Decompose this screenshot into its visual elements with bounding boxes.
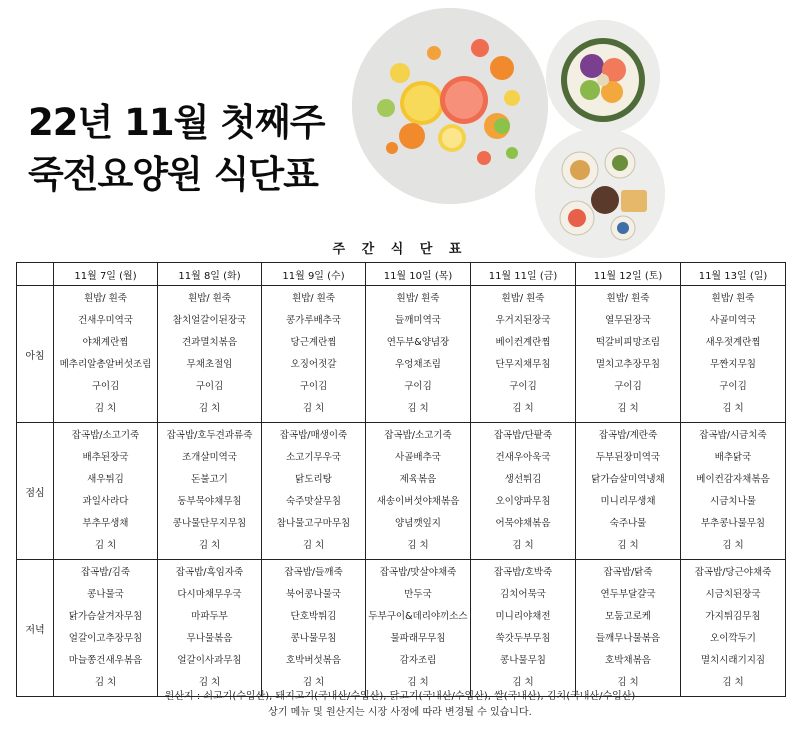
menu-cell [158, 423, 262, 560]
menu-item: 연두부&양념장 [386, 337, 450, 348]
menu-item: 감자조림 [399, 655, 437, 666]
meal-row [17, 286, 786, 423]
menu-item: 소고기무우국 [285, 452, 342, 463]
menu-item: 부추콩나물무침 [700, 518, 766, 529]
menu-item: 열무된장국 [605, 315, 651, 326]
menu-item: 시금치된장국 [705, 589, 761, 600]
menu-item: 흰밥/ 흰죽 [84, 293, 127, 304]
menu-item: 잡곡밥/닭죽 [603, 567, 653, 578]
menu-cell [54, 560, 158, 697]
menu-item: 참나물고구마무침 [276, 518, 351, 529]
menu-item: 호박버섯볶음 [285, 655, 342, 666]
menu-item: 구이김 [195, 381, 224, 392]
menu-item: 흰밥/ 흰죽 [396, 293, 440, 304]
menu-item: 잡곡밥/김죽 [80, 567, 131, 578]
day-header: 11월 11일 (금) [471, 263, 576, 286]
meal-row [17, 560, 786, 697]
meal-row [17, 423, 786, 560]
menu-item: 잡곡밥/단팥죽 [493, 430, 553, 441]
menu-item: 콩가루배추국 [285, 315, 342, 326]
menu-item: 콩나물국 [87, 589, 124, 600]
meal-label: 아침 [17, 286, 54, 423]
menu-cell [576, 286, 681, 423]
menu-item: 잡곡밥/당근야채죽 [694, 567, 772, 578]
menu-item: 콩나물무침 [500, 655, 546, 666]
origin-note: 원산지 : 쇠고기(수입산), 돼지고기(국내산/수입산), 닭고기(국내산/수입산), 쌀(국내산), 김치(국내산/수입산) [164, 691, 636, 702]
menu-item: 마늘쫑건새우볶음 [68, 655, 143, 666]
menu-item: 김 치 [94, 403, 117, 414]
menu-item: 멸치고추장무침 [595, 359, 661, 370]
menu-item: 우거지된장국 [495, 315, 551, 326]
menu-item: 흰밥/ 흰죽 [606, 293, 650, 304]
menu-cell [262, 560, 366, 697]
menu-item: 잡곡밥/계란죽 [598, 430, 658, 441]
menu-cell [471, 286, 576, 423]
menu-item: 콩나물무침 [290, 633, 337, 644]
menu-item: 사골배추국 [395, 452, 441, 463]
menu-item: 모둠고로케 [605, 611, 651, 622]
menu-item: 구이김 [509, 381, 537, 392]
menu-item: 잡곡밥/시금치죽 [699, 430, 767, 441]
menu-item: 우엉채조림 [395, 359, 441, 370]
menu-item: 김 치 [302, 677, 325, 688]
day-header: 11월 10일 (목) [366, 263, 471, 286]
menu-cell [576, 560, 681, 697]
menu-item: 사골미역국 [710, 315, 756, 326]
menu-item: 생선튀김 [504, 474, 542, 485]
menu-item: 닭도리탕 [295, 474, 332, 485]
menu-item: 닭가슴살겨자무침 [68, 611, 143, 622]
menu-item: 구이김 [299, 381, 328, 392]
menu-item: 만두국 [404, 589, 432, 600]
menu-cell [576, 423, 681, 560]
menu-item: 김 치 [407, 677, 429, 688]
corner-cell [17, 263, 54, 286]
menu-item: 새송이버섯야채볶음 [376, 496, 460, 507]
menu-item: 당근계란찜 [290, 337, 337, 348]
menu-item: 물파래무무침 [390, 633, 446, 644]
menu-cell [681, 423, 786, 560]
menu-item: 김 치 [198, 677, 221, 688]
menu-item: 부추무생채 [82, 518, 129, 529]
meal-label: 점심 [17, 423, 54, 560]
menu-item: 견과멸치볶음 [181, 337, 238, 348]
menu-item: 얼갈이사과무침 [177, 655, 242, 666]
menu-item: 무나물볶음 [186, 633, 233, 644]
menu-item: 김 치 [94, 677, 117, 688]
menu-item: 미니리무생채 [600, 496, 656, 507]
day-header: 11월 12일 (토) [576, 263, 681, 286]
menu-item: 김 치 [198, 540, 221, 551]
menu-item: 들깨무나물볶음 [595, 633, 661, 644]
menu-item: 다시마채무우국 [177, 589, 242, 600]
menu-item: 동부묵야채무침 [177, 496, 242, 507]
menu-item: 베이컨감자채볶음 [696, 474, 770, 485]
menu-item: 구이김 [91, 381, 120, 392]
menu-item: 흰밥/ 흰죽 [292, 293, 335, 304]
menu-item: 돈불고기 [191, 474, 228, 485]
menu-item: 건새우아욱국 [495, 452, 551, 463]
page-heading-line2: 죽전요양원 식단표 [28, 153, 318, 196]
menu-item: 배추닭국 [714, 452, 752, 463]
menu-item: 쑥갓두부무침 [495, 633, 551, 644]
menu-item: 김 치 [722, 540, 744, 551]
menu-item: 김치어묵국 [500, 589, 546, 600]
menu-item: 메추리알총알버섯조림 [59, 359, 152, 370]
menu-item: 연두부달걀국 [600, 589, 656, 600]
menu-item: 들깨미역국 [395, 315, 441, 326]
menu-item: 멸치시래기지짐 [700, 655, 766, 666]
menu-item: 떡갈비피망조림 [595, 337, 661, 348]
day-header: 11월 8일 (화) [158, 263, 262, 286]
menu-item: 제육볶음 [399, 474, 437, 485]
menu-item: 잡곡밥/맛살야채죽 [379, 567, 457, 578]
menu-item: 잡곡밥/호두견과류죽 [166, 430, 253, 441]
menu-item: 흰밥/ 흰죽 [188, 293, 231, 304]
menu-item: 김 치 [512, 540, 534, 551]
menu-item: 김 치 [617, 540, 639, 551]
menu-item: 참치얼갈이된장국 [172, 315, 247, 326]
menu-item: 김 치 [407, 540, 429, 551]
menu-item: 어묵야채볶음 [495, 518, 551, 529]
menu-item: 닭가슴살미역냉채 [591, 474, 665, 485]
menu-item: 잡곡밥/매생이죽 [279, 430, 348, 441]
page-heading-line1: 22년 11월 첫째주 [28, 101, 325, 144]
day-header-row [17, 263, 786, 286]
menu-item: 과일사라다 [82, 496, 129, 507]
day-header: 11월 9일 (수) [262, 263, 366, 286]
menu-item: 김 치 [512, 403, 534, 414]
menu-item: 베이컨계란찜 [495, 337, 551, 348]
menu-item: 김 치 [617, 677, 639, 688]
menu-item: 호박채볶음 [605, 655, 651, 666]
menu-item: 흰밥/ 흰죽 [711, 293, 755, 304]
menu-item: 잡곡밥/소고기죽 [384, 430, 452, 441]
menu-item: 가지튀김무침 [705, 611, 761, 622]
menu-item: 새우젓계란찜 [705, 337, 761, 348]
change-notice: 상기 메뉴 및 원산지는 시장 사정에 따라 변경될 수 있습니다. [268, 707, 532, 718]
menu-item: 흰밥/ 흰죽 [501, 293, 545, 304]
menu-cell [54, 423, 158, 560]
menu-item: 마파두부 [191, 611, 228, 622]
day-header: 11월 13일 (일) [681, 263, 786, 286]
menu-cell [471, 423, 576, 560]
menu-item: 잡곡밥/흑임자죽 [175, 567, 244, 578]
menu-item: 숙주맛살무침 [285, 496, 342, 507]
menu-item: 잡곡밥/소고기죽 [71, 430, 140, 441]
salad-bowl-photo [546, 20, 660, 134]
menu-item: 오이깍두기 [710, 633, 756, 644]
menu-cell [366, 560, 471, 697]
menu-item: 단호박튀김 [290, 611, 337, 622]
day-header: 11월 7일 (월) [54, 263, 158, 286]
menu-item: 조개살미역국 [181, 452, 238, 463]
table-title: 주 간 식 단 표 [332, 242, 468, 257]
menu-item: 김 치 [302, 403, 325, 414]
menu-cell [158, 286, 262, 423]
menu-item: 두부된장미역국 [595, 452, 661, 463]
menu-item: 콩나물단무지무침 [172, 518, 247, 529]
menu-item: 무채초절임 [186, 359, 233, 370]
menu-item: 구이김 [404, 381, 432, 392]
menu-item: 오징어젓갈 [290, 359, 337, 370]
menu-item: 양념깻잎지 [395, 518, 441, 529]
menu-item: 김 치 [198, 403, 221, 414]
fruit-photo [352, 8, 548, 204]
weekly-menu-table [16, 262, 786, 697]
menu-item: 건새우미역국 [77, 315, 134, 326]
menu-item: 무짠지무침 [710, 359, 756, 370]
menu-item: 김 치 [722, 677, 744, 688]
menu-item: 김 치 [94, 540, 117, 551]
menu-cell [471, 560, 576, 697]
menu-item: 숙주나물 [609, 518, 647, 529]
menu-item: 새우튀김 [87, 474, 124, 485]
menu-item: 김 치 [722, 403, 744, 414]
menu-item: 잡곡밥/들깨죽 [284, 567, 343, 578]
menu-cell [681, 560, 786, 697]
menu-cell [262, 286, 366, 423]
menu-cell [54, 286, 158, 423]
menu-item: 김 치 [407, 403, 429, 414]
menu-item: 구이김 [614, 381, 642, 392]
menu-cell [366, 286, 471, 423]
menu-item: 김 치 [512, 677, 534, 688]
menu-item: 구이김 [719, 381, 747, 392]
menu-item: 시금치나물 [710, 496, 756, 507]
menu-item: 오이양파무침 [495, 496, 551, 507]
menu-cell [158, 560, 262, 697]
menu-cell [366, 423, 471, 560]
menu-item: 얼갈이고추장무침 [68, 633, 143, 644]
menu-item: 김 치 [617, 403, 639, 414]
menu-item: 단무지채무침 [495, 359, 551, 370]
menu-item: 배추된장국 [82, 452, 129, 463]
menu-item: 북어콩나물국 [285, 589, 342, 600]
menu-item: 야채계란찜 [82, 337, 129, 348]
menu-cell [681, 286, 786, 423]
menu-cell [262, 423, 366, 560]
menu-item: 잡곡밥/호박죽 [493, 567, 553, 578]
menu-item: 미니리야채전 [495, 611, 551, 622]
menu-item: 두부구이&데리야끼소스 [368, 611, 468, 622]
menu-item: 김 치 [302, 540, 325, 551]
meal-label: 저녁 [17, 560, 54, 697]
